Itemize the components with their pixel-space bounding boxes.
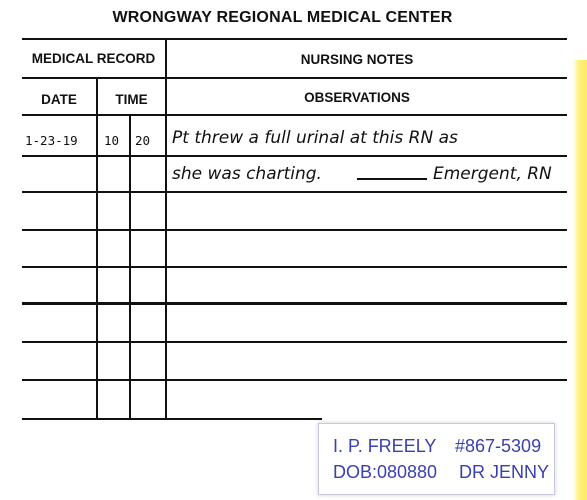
patient-phone: #867-5309 — [455, 436, 542, 456]
entry-time-minute: 20 — [135, 133, 151, 148]
col-divider-time-split — [129, 114, 131, 419]
highlighter-edge — [573, 60, 587, 500]
entry-line-2-dash — [357, 178, 427, 180]
rule-row-5 — [22, 302, 567, 305]
header-date: DATE — [41, 92, 77, 107]
entry-date: 1-23-19 — [25, 133, 78, 148]
header-nursing-notes: NURSING NOTES — [300, 52, 414, 67]
entry-line-2-start: she was charting. — [172, 164, 322, 184]
rule-header-bottom — [22, 114, 567, 116]
patient-doctor: DR JENNY — [459, 462, 550, 482]
rule-row-3 — [22, 229, 567, 231]
rule-top — [22, 38, 567, 40]
rule-header-mid — [22, 77, 567, 79]
header-observations: OBSERVATIONS — [304, 90, 410, 105]
col-divider-date-time — [96, 77, 98, 419]
entry-signature: Emergent, RN — [433, 164, 552, 184]
patient-name: I. P. FREELY — [333, 436, 437, 456]
rule-row-8 — [22, 418, 322, 420]
header-time: TIME — [115, 92, 148, 107]
rule-row-6 — [22, 341, 567, 343]
form-title: WRONGWAY REGIONAL MEDICAL CENTER — [112, 9, 453, 26]
rule-row-2 — [22, 191, 567, 193]
header-medical-record: MEDICAL RECORD — [31, 51, 156, 66]
rule-row-7 — [22, 379, 567, 381]
patient-id-sticker — [318, 423, 555, 495]
patient-dob: DOB:080880 — [333, 462, 438, 482]
entry-time-hour: 10 — [104, 133, 120, 148]
rule-row-1 — [22, 155, 567, 157]
rule-row-4 — [22, 266, 567, 268]
entry-line-1: Pt threw a full urinal at this RN as — [172, 128, 458, 148]
